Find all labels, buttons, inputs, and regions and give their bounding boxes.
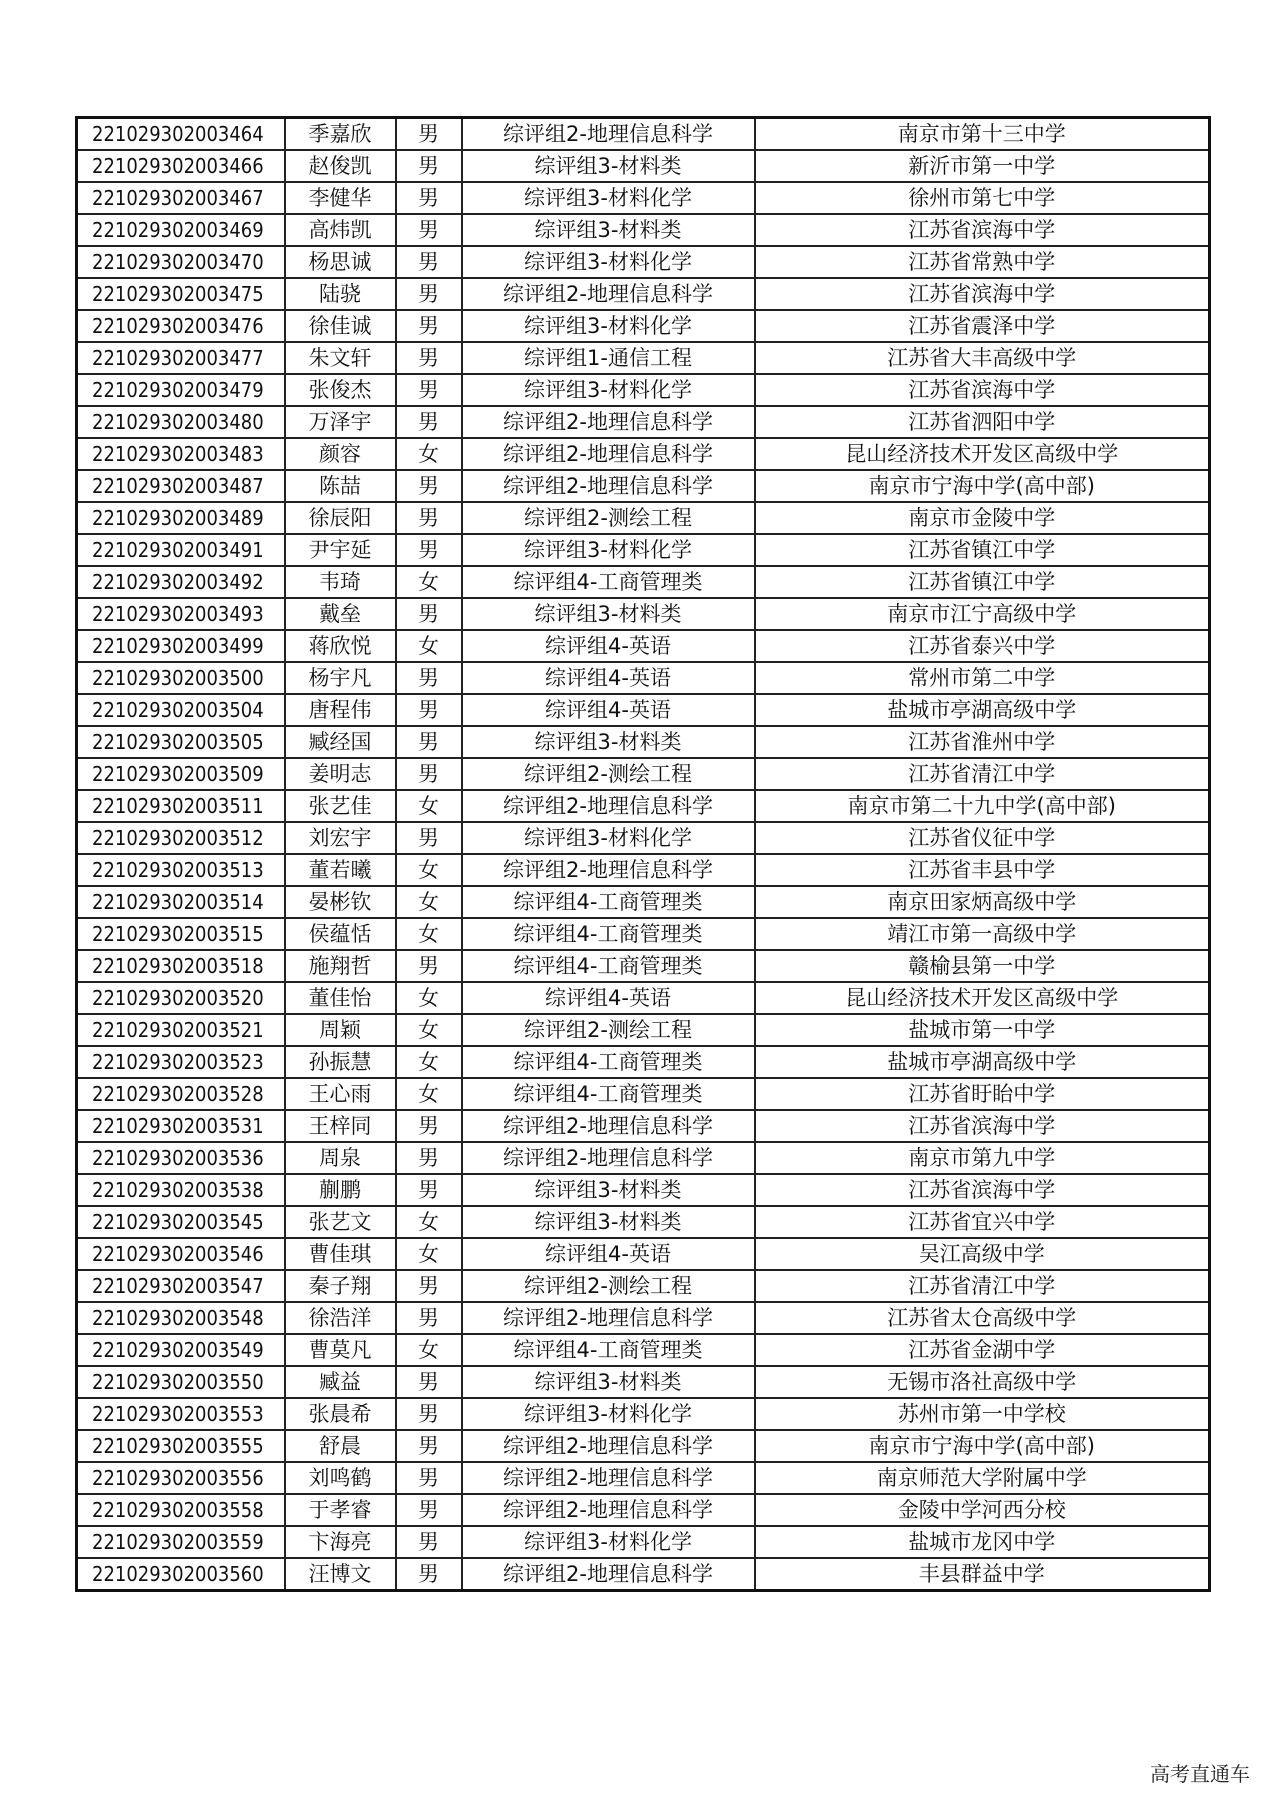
school-cell: 江苏省盱眙中学: [755, 1078, 1210, 1110]
student-id-cell: 221029302003479: [77, 374, 285, 406]
gender-cell: 男: [396, 1110, 462, 1142]
group-cell: 综评组2-地理信息科学: [462, 438, 755, 470]
student-id-cell: 221029302003555: [77, 1430, 285, 1462]
student-id-cell: 221029302003466: [77, 150, 285, 182]
school-cell: 吴江高级中学: [755, 1238, 1210, 1270]
school-cell: 南京师范大学附属中学: [755, 1462, 1210, 1494]
gender-cell: 男: [396, 150, 462, 182]
name-cell: 孙振慧: [285, 1046, 396, 1078]
school-cell: 江苏省镇江中学: [755, 566, 1210, 598]
group-cell: 综评组3-材料类: [462, 1206, 755, 1238]
table-row: [77, 1206, 1210, 1238]
group-cell: 综评组4-工商管理类: [462, 566, 755, 598]
gender-cell: 男: [396, 246, 462, 278]
student-id-cell: 221029302003549: [77, 1334, 285, 1366]
gender-cell: 男: [396, 278, 462, 310]
student-id-cell: 221029302003475: [77, 278, 285, 310]
name-cell: 季嘉欣: [285, 118, 396, 151]
group-cell: 综评组2-测绘工程: [462, 1270, 755, 1302]
school-cell: 盐城市第一中学: [755, 1014, 1210, 1046]
group-cell: 综评组2-地理信息科学: [462, 278, 755, 310]
table-row: [77, 1174, 1210, 1206]
group-cell: 综评组4-英语: [462, 662, 755, 694]
table-row: [77, 758, 1210, 790]
table-row: [77, 1238, 1210, 1270]
student-id-cell: 221029302003469: [77, 214, 285, 246]
student-id-cell: 221029302003511: [77, 790, 285, 822]
school-cell: 丰县群益中学: [755, 1558, 1210, 1591]
student-id-cell: 221029302003491: [77, 534, 285, 566]
gender-cell: 女: [396, 1206, 462, 1238]
name-cell: 颜容: [285, 438, 396, 470]
name-cell: 高炜凯: [285, 214, 396, 246]
name-cell: 蒋欣悦: [285, 630, 396, 662]
table-row: [77, 406, 1210, 438]
gender-cell: 女: [396, 1334, 462, 1366]
school-cell: 江苏省清江中学: [755, 1270, 1210, 1302]
name-cell: 韦琦: [285, 566, 396, 598]
gender-cell: 女: [396, 982, 462, 1014]
group-cell: 综评组2-地理信息科学: [462, 1110, 755, 1142]
group-cell: 综评组4-英语: [462, 1238, 755, 1270]
table-row: [77, 1526, 1210, 1558]
gender-cell: 男: [396, 118, 462, 151]
school-cell: 盐城市亭湖高级中学: [755, 694, 1210, 726]
table-row: [77, 950, 1210, 982]
school-cell: 盐城市龙冈中学: [755, 1526, 1210, 1558]
gender-cell: 男: [396, 1366, 462, 1398]
table-row: [77, 1430, 1210, 1462]
name-cell: 蒯鹏: [285, 1174, 396, 1206]
group-cell: 综评组2-地理信息科学: [462, 1142, 755, 1174]
gender-cell: 男: [396, 950, 462, 982]
gender-cell: 女: [396, 438, 462, 470]
group-cell: 综评组2-测绘工程: [462, 758, 755, 790]
gender-cell: 男: [396, 406, 462, 438]
student-id-cell: 221029302003553: [77, 1398, 285, 1430]
school-cell: 江苏省太仓高级中学: [755, 1302, 1210, 1334]
group-cell: 综评组2-测绘工程: [462, 502, 755, 534]
table-row: [77, 182, 1210, 214]
student-id-cell: 221029302003505: [77, 726, 285, 758]
school-cell: 江苏省金湖中学: [755, 1334, 1210, 1366]
name-cell: 董若曦: [285, 854, 396, 886]
school-cell: 赣榆县第一中学: [755, 950, 1210, 982]
group-cell: 综评组1-通信工程: [462, 342, 755, 374]
name-cell: 李健华: [285, 182, 396, 214]
table-row: [77, 310, 1210, 342]
group-cell: 综评组2-测绘工程: [462, 1014, 755, 1046]
school-cell: 南京市江宁高级中学: [755, 598, 1210, 630]
gender-cell: 男: [396, 310, 462, 342]
table-row: [77, 1558, 1210, 1591]
table-row: [77, 438, 1210, 470]
student-id-cell: 221029302003492: [77, 566, 285, 598]
gender-cell: 男: [396, 822, 462, 854]
student-id-cell: 221029302003500: [77, 662, 285, 694]
table-row: [77, 790, 1210, 822]
student-id-cell: 221029302003470: [77, 246, 285, 278]
name-cell: 董佳怡: [285, 982, 396, 1014]
gender-cell: 女: [396, 918, 462, 950]
name-cell: 徐浩洋: [285, 1302, 396, 1334]
table-row: [77, 534, 1210, 566]
group-cell: 综评组4-英语: [462, 982, 755, 1014]
group-cell: 综评组3-材料化学: [462, 1398, 755, 1430]
table-row: [77, 214, 1210, 246]
student-id-cell: 221029302003480: [77, 406, 285, 438]
name-cell: 杨思诚: [285, 246, 396, 278]
name-cell: 于孝睿: [285, 1494, 396, 1526]
group-cell: 综评组2-地理信息科学: [462, 470, 755, 502]
school-cell: 南京市金陵中学: [755, 502, 1210, 534]
gender-cell: 女: [396, 1046, 462, 1078]
student-id-cell: 221029302003515: [77, 918, 285, 950]
group-cell: 综评组3-材料类: [462, 1174, 755, 1206]
group-cell: 综评组4-工商管理类: [462, 1078, 755, 1110]
school-cell: 江苏省滨海中学: [755, 278, 1210, 310]
student-id-cell: 221029302003513: [77, 854, 285, 886]
student-id-cell: 221029302003467: [77, 182, 285, 214]
name-cell: 汪博文: [285, 1558, 396, 1591]
student-id-cell: 221029302003521: [77, 1014, 285, 1046]
group-cell: 综评组3-材料化学: [462, 374, 755, 406]
gender-cell: 男: [396, 1174, 462, 1206]
student-id-cell: 221029302003558: [77, 1494, 285, 1526]
name-cell: 戴垒: [285, 598, 396, 630]
table-row: [77, 1398, 1210, 1430]
watermark-text: 高考直通车: [1150, 1762, 1250, 1786]
gender-cell: 男: [396, 1494, 462, 1526]
group-cell: 综评组3-材料化学: [462, 246, 755, 278]
name-cell: 侯蕴恬: [285, 918, 396, 950]
student-id-cell: 221029302003545: [77, 1206, 285, 1238]
gender-cell: 男: [396, 470, 462, 502]
group-cell: 综评组4-工商管理类: [462, 918, 755, 950]
school-cell: 江苏省宜兴中学: [755, 1206, 1210, 1238]
name-cell: 刘宏宇: [285, 822, 396, 854]
table-row: [77, 1366, 1210, 1398]
student-id-cell: 221029302003560: [77, 1558, 285, 1591]
table-row: [77, 566, 1210, 598]
school-cell: 常州市第二中学: [755, 662, 1210, 694]
table-row: [77, 1270, 1210, 1302]
school-cell: 江苏省泗阳中学: [755, 406, 1210, 438]
group-cell: 综评组4-英语: [462, 694, 755, 726]
group-cell: 综评组3-材料化学: [462, 1526, 755, 1558]
table-row: [77, 150, 1210, 182]
gender-cell: 男: [396, 214, 462, 246]
table-row: [77, 1462, 1210, 1494]
table-row: [77, 662, 1210, 694]
group-cell: 综评组4-工商管理类: [462, 1334, 755, 1366]
student-id-cell: 221029302003550: [77, 1366, 285, 1398]
school-cell: 江苏省滨海中学: [755, 1110, 1210, 1142]
student-id-cell: 221029302003476: [77, 310, 285, 342]
gender-cell: 男: [396, 534, 462, 566]
table-row: [77, 1302, 1210, 1334]
group-cell: 综评组2-地理信息科学: [462, 1302, 755, 1334]
table-row: [77, 1142, 1210, 1174]
gender-cell: 男: [396, 374, 462, 406]
gender-cell: 男: [396, 1430, 462, 1462]
name-cell: 张艺文: [285, 1206, 396, 1238]
school-cell: 徐州市第七中学: [755, 182, 1210, 214]
gender-cell: 男: [396, 726, 462, 758]
name-cell: 杨宇凡: [285, 662, 396, 694]
school-cell: 南京田家炳高级中学: [755, 886, 1210, 918]
name-cell: 秦子翔: [285, 1270, 396, 1302]
name-cell: 舒晨: [285, 1430, 396, 1462]
gender-cell: 女: [396, 886, 462, 918]
name-cell: 张晨希: [285, 1398, 396, 1430]
school-cell: 苏州市第一中学校: [755, 1398, 1210, 1430]
name-cell: 赵俊凯: [285, 150, 396, 182]
name-cell: 施翔哲: [285, 950, 396, 982]
gender-cell: 男: [396, 1302, 462, 1334]
group-cell: 综评组3-材料类: [462, 214, 755, 246]
student-id-cell: 221029302003548: [77, 1302, 285, 1334]
group-cell: 综评组2-地理信息科学: [462, 1462, 755, 1494]
school-cell: 靖江市第一高级中学: [755, 918, 1210, 950]
school-cell: 昆山经济技术开发区高级中学: [755, 982, 1210, 1014]
table-row: [77, 982, 1210, 1014]
school-cell: 江苏省滨海中学: [755, 1174, 1210, 1206]
school-cell: 南京市宁海中学(高中部): [755, 470, 1210, 502]
school-cell: 江苏省常熟中学: [755, 246, 1210, 278]
table-row: [77, 1078, 1210, 1110]
school-cell: 江苏省仪征中学: [755, 822, 1210, 854]
table-row: [77, 630, 1210, 662]
group-cell: 综评组3-材料类: [462, 1366, 755, 1398]
group-cell: 综评组2-地理信息科学: [462, 406, 755, 438]
school-cell: 南京市宁海中学(高中部): [755, 1430, 1210, 1462]
gender-cell: 男: [396, 1270, 462, 1302]
student-id-cell: 221029302003518: [77, 950, 285, 982]
school-cell: 新沂市第一中学: [755, 150, 1210, 182]
table-row: [77, 1494, 1210, 1526]
group-cell: 综评组4-工商管理类: [462, 1046, 755, 1078]
gender-cell: 男: [396, 662, 462, 694]
gender-cell: 男: [396, 598, 462, 630]
gender-cell: 男: [396, 1526, 462, 1558]
table-row: [77, 278, 1210, 310]
gender-cell: 女: [396, 1014, 462, 1046]
gender-cell: 女: [396, 790, 462, 822]
school-cell: 江苏省清江中学: [755, 758, 1210, 790]
name-cell: 臧益: [285, 1366, 396, 1398]
table-row: [77, 1110, 1210, 1142]
school-cell: 昆山经济技术开发区高级中学: [755, 438, 1210, 470]
school-cell: 江苏省震泽中学: [755, 310, 1210, 342]
table-row: [77, 918, 1210, 950]
table-row: [77, 502, 1210, 534]
gender-cell: 男: [396, 694, 462, 726]
gender-cell: 男: [396, 1142, 462, 1174]
group-cell: 综评组4-英语: [462, 630, 755, 662]
name-cell: 曹佳琪: [285, 1238, 396, 1270]
group-cell: 综评组3-材料化学: [462, 182, 755, 214]
student-id-cell: 221029302003547: [77, 1270, 285, 1302]
school-cell: 江苏省滨海中学: [755, 374, 1210, 406]
school-cell: 江苏省镇江中学: [755, 534, 1210, 566]
table-row: [77, 1334, 1210, 1366]
name-cell: 尹宇延: [285, 534, 396, 566]
name-cell: 徐佳诚: [285, 310, 396, 342]
school-cell: 南京市第二十九中学(高中部): [755, 790, 1210, 822]
student-id-cell: 221029302003528: [77, 1078, 285, 1110]
school-cell: 江苏省泰兴中学: [755, 630, 1210, 662]
group-cell: 综评组2-地理信息科学: [462, 118, 755, 151]
gender-cell: 男: [396, 758, 462, 790]
name-cell: 周泉: [285, 1142, 396, 1174]
school-cell: 南京市第十三中学: [755, 118, 1210, 151]
gender-cell: 男: [396, 1558, 462, 1591]
name-cell: 唐程伟: [285, 694, 396, 726]
gender-cell: 男: [396, 502, 462, 534]
table-row: [77, 342, 1210, 374]
student-id-cell: 221029302003509: [77, 758, 285, 790]
name-cell: 曹莫凡: [285, 1334, 396, 1366]
student-id-cell: 221029302003531: [77, 1110, 285, 1142]
name-cell: 周颖: [285, 1014, 396, 1046]
table-row: [77, 470, 1210, 502]
table-row: [77, 854, 1210, 886]
student-id-cell: 221029302003523: [77, 1046, 285, 1078]
group-cell: 综评组2-地理信息科学: [462, 1430, 755, 1462]
name-cell: 朱文轩: [285, 342, 396, 374]
gender-cell: 男: [396, 182, 462, 214]
group-cell: 综评组2-地理信息科学: [462, 854, 755, 886]
student-id-cell: 221029302003483: [77, 438, 285, 470]
table-row: [77, 598, 1210, 630]
group-cell: 综评组3-材料类: [462, 726, 755, 758]
school-cell: 盐城市亭湖高级中学: [755, 1046, 1210, 1078]
student-id-cell: 221029302003556: [77, 1462, 285, 1494]
group-cell: 综评组3-材料化学: [462, 534, 755, 566]
name-cell: 张艺佳: [285, 790, 396, 822]
name-cell: 臧经国: [285, 726, 396, 758]
table-row: [77, 694, 1210, 726]
gender-cell: 男: [396, 1462, 462, 1494]
student-id-cell: 221029302003514: [77, 886, 285, 918]
table-row: [77, 246, 1210, 278]
student-id-cell: 221029302003536: [77, 1142, 285, 1174]
name-cell: 张俊杰: [285, 374, 396, 406]
table-row: [77, 822, 1210, 854]
student-id-cell: 221029302003487: [77, 470, 285, 502]
table-row: [77, 1014, 1210, 1046]
name-cell: 万泽宇: [285, 406, 396, 438]
school-cell: 南京市第九中学: [755, 1142, 1210, 1174]
name-cell: 王梓同: [285, 1110, 396, 1142]
student-id-cell: 221029302003546: [77, 1238, 285, 1270]
table-row: [77, 118, 1210, 151]
table-row: [77, 1046, 1210, 1078]
school-cell: 无锡市洛社高级中学: [755, 1366, 1210, 1398]
student-id-cell: 221029302003538: [77, 1174, 285, 1206]
group-cell: 综评组3-材料类: [462, 150, 755, 182]
name-cell: 卞海亮: [285, 1526, 396, 1558]
school-cell: 江苏省淮州中学: [755, 726, 1210, 758]
group-cell: 综评组2-地理信息科学: [462, 790, 755, 822]
school-cell: 金陵中学河西分校: [755, 1494, 1210, 1526]
student-id-cell: 221029302003499: [77, 630, 285, 662]
student-id-cell: 221029302003512: [77, 822, 285, 854]
gender-cell: 男: [396, 342, 462, 374]
gender-cell: 女: [396, 630, 462, 662]
gender-cell: 女: [396, 854, 462, 886]
table-row: [77, 374, 1210, 406]
school-cell: 江苏省大丰高级中学: [755, 342, 1210, 374]
name-cell: 刘鸣鹤: [285, 1462, 396, 1494]
student-id-cell: 221029302003504: [77, 694, 285, 726]
name-cell: 王心雨: [285, 1078, 396, 1110]
school-cell: 江苏省滨海中学: [755, 214, 1210, 246]
group-cell: 综评组3-材料化学: [462, 822, 755, 854]
group-cell: 综评组4-工商管理类: [462, 886, 755, 918]
group-cell: 综评组3-材料化学: [462, 310, 755, 342]
table-row: [77, 886, 1210, 918]
table-row: [77, 726, 1210, 758]
gender-cell: 女: [396, 1238, 462, 1270]
gender-cell: 男: [396, 1398, 462, 1430]
group-cell: 综评组2-地理信息科学: [462, 1494, 755, 1526]
group-cell: 综评组3-材料类: [462, 598, 755, 630]
gender-cell: 女: [396, 566, 462, 598]
roster-table: [75, 116, 1211, 1592]
name-cell: 陈喆: [285, 470, 396, 502]
name-cell: 徐辰阳: [285, 502, 396, 534]
student-id-cell: 221029302003559: [77, 1526, 285, 1558]
group-cell: 综评组4-工商管理类: [462, 950, 755, 982]
gender-cell: 女: [396, 1078, 462, 1110]
student-id-cell: 221029302003464: [77, 118, 285, 151]
roster-body: [77, 118, 1210, 1591]
name-cell: 姜明志: [285, 758, 396, 790]
student-id-cell: 221029302003489: [77, 502, 285, 534]
name-cell: 晏彬钦: [285, 886, 396, 918]
group-cell: 综评组2-地理信息科学: [462, 1558, 755, 1591]
student-id-cell: 221029302003520: [77, 982, 285, 1014]
school-cell: 江苏省丰县中学: [755, 854, 1210, 886]
student-id-cell: 221029302003493: [77, 598, 285, 630]
student-id-cell: 221029302003477: [77, 342, 285, 374]
name-cell: 陆骁: [285, 278, 396, 310]
